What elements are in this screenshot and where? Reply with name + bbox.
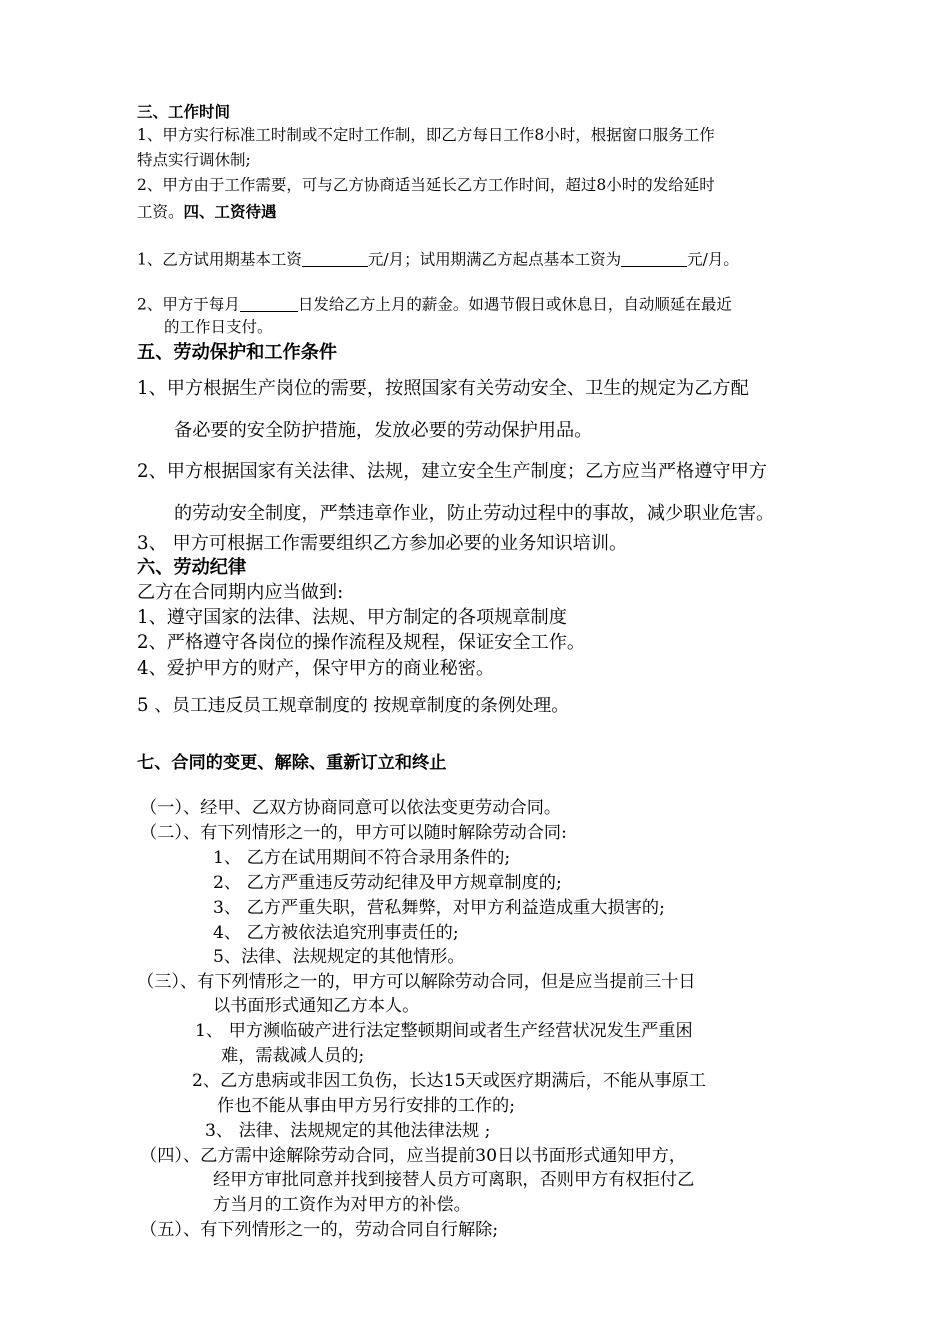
sec6-line-5-text: 、员工违反员工规章制度的 按规章制度的条例处理。: [154, 695, 569, 716]
sec7-clause-3: （三）、有下列情形之一的，甲方可以解除劳动合同，但是应当提前三十日: [137, 972, 696, 992]
sec7-clause-2-item-4: 4、 乙方被依法追究刑事责任的;: [213, 923, 459, 943]
sec4-line-3: 的工作日支付。: [164, 318, 273, 336]
sec5-line-1: 1、甲方根据生产岗位的需要，按照国家有关劳动安全、卫生的规定为乙方配: [137, 378, 749, 399]
sec7-clause-3-item-1: 1、 甲方濒临破产进行法定整顿期间或者生产经营状况发生严重困: [195, 1021, 693, 1041]
sec6-line-4: 4、爱护甲方的财产，保守甲方的商业秘密。: [137, 658, 495, 679]
sec3-line-4-text: 工资。: [137, 203, 184, 221]
section-4-title: 四、工资待遇: [183, 202, 277, 221]
sec7-clause-5: （五）、有下列情形之一的，劳动合同自行解除;: [140, 1220, 499, 1240]
section-5-title: 五、劳动保护和工作条件: [137, 342, 338, 363]
sec6-line-3: 2、严格遵守各岗位的操作流程及规程，保证安全工作。: [137, 632, 586, 653]
sec7-clause-3-item-2-cont: 作也不能从事由甲方另行安排的工作的;: [217, 1096, 515, 1116]
sec7-clause-3-cont: 以书面形式通知乙方本人。: [213, 996, 420, 1016]
sec7-clause-2-item-3: 3、 乙方严重失职，营私舞弊，对甲方利益造成重大损害的;: [213, 898, 665, 918]
sec4-line-2a: 2、甲方于每月: [137, 295, 240, 314]
sec6-line-5-number: 5: [137, 695, 155, 716]
sec7-clause-4: （四）、乙方需中途解除劳动合同，应当提前30日以书面形式通知甲方，: [140, 1146, 687, 1166]
sec4-line-1c: 元/月。: [687, 250, 739, 269]
sec7-clause-2: （二）、有下列情形之一的，甲方可以随时解除劳动合同:: [140, 823, 567, 843]
probation-salary-blank: [302, 250, 368, 267]
sec4-line-2b: 日发给乙方上月的薪金。如遇节假日或休息日，自动顺延在最近: [297, 295, 732, 314]
sec5-line-5: 3、 甲方可根据工作需要组织乙方参加必要的业务知识培训。: [137, 533, 628, 554]
sec6-line-2: 1、遵守国家的法律、法规、甲方制定的各项规章制度: [137, 607, 567, 628]
sec3-line-2: 特点实行调休制;: [137, 151, 251, 169]
sec7-clause-3-item-3: 3、 法律、法规规定的其他法律法规 ;: [205, 1121, 491, 1141]
base-salary-blank: [621, 250, 687, 267]
sec5-line-3: 2、甲方根据国家有关法律、法规，建立安全生产制度；乙方应当严格遵守甲方: [137, 461, 767, 482]
sec5-line-2: 备必要的安全防护措施，发放必要的劳动保护用品。: [174, 420, 593, 441]
sec6-line-5: [137, 697, 569, 715]
sec5-line-4: 的劳动安全制度，严禁违章作业，防止劳动过程中的事故，减少职业危害。: [174, 503, 775, 524]
sec4-line-1b: 元/月；试用期满乙方起点基本工资为: [367, 250, 622, 269]
sec7-clause-2-item-1: 1、 乙方在试用期间不符合录用条件的;: [213, 848, 511, 868]
payday-blank: [240, 295, 298, 312]
sec7-clause-3-item-1-cont: 难，需裁减人员的;: [221, 1046, 365, 1066]
section-3-title: 三、工作时间: [137, 102, 231, 121]
sec7-clause-3-item-2: 2、乙方患病或非因工负伤，长达15天或医疗期满后，不能从事原工: [192, 1071, 707, 1091]
section-7-title: 七、合同的变更、解除、重新订立和终止: [137, 753, 447, 773]
section-6-title: 六、劳动纪律: [137, 557, 247, 578]
sec7-clause-1: （一）、经甲、乙双方协商同意可以依法变更劳动合同。: [140, 798, 562, 818]
sec4-line-2: [137, 295, 732, 313]
sec6-line-1: 乙方在合同期内应当做到:: [137, 582, 344, 603]
sec7-clause-4-cont-1: 经甲方审批同意并找到接替人员方可离职，否则甲方有权拒付乙: [213, 1170, 695, 1190]
sec7-clause-2-item-5: 5、法律、法规规定的其他情形。: [213, 947, 465, 967]
sec7-clause-2-item-2: 2、 乙方严重违反劳动纪律及甲方规章制度的;: [213, 873, 562, 893]
sec4-line-1: [137, 250, 739, 268]
sec3-line-4: [137, 204, 277, 221]
sec7-clause-4-cont-2: 方当月的工资作为对甲方的补偿。: [213, 1195, 471, 1215]
sec4-line-1a: 1、乙方试用期基本工资: [137, 250, 302, 269]
sec3-line-3: 2、甲方由于工作需要，可与乙方协商适当延长乙方工作时间，超过8小时的发给延时: [137, 176, 715, 194]
sec3-line-1: 1、甲方实行标准工时制或不定时工作制，即乙方每日工作8小时，根据窗口服务工作: [137, 126, 715, 144]
